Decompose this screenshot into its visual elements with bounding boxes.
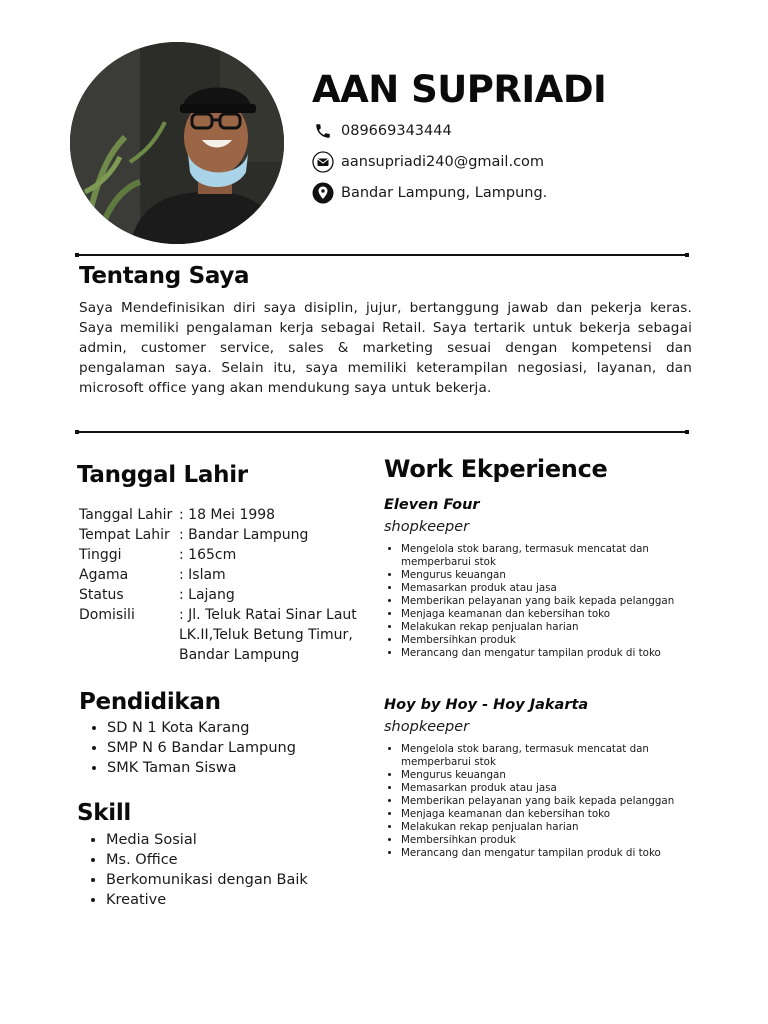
info-label: Tempat Lahir: [79, 527, 170, 543]
info-row: [79, 505, 369, 525]
job-company: Eleven Four: [384, 497, 480, 513]
list-item: • Memasarkan produk atau jasa: [401, 582, 691, 595]
profile-photo: [70, 42, 284, 244]
info-value: : Bandar Lampung: [179, 527, 309, 543]
info-value: : 18 Mei 1998: [179, 507, 276, 523]
location-text: Bandar Lampung, Lampung.: [341, 185, 548, 201]
education-list: [79, 718, 296, 778]
phone-number[interactable]: 089669343444: [341, 123, 452, 139]
list-item: • Media Sosial: [106, 830, 308, 850]
full-name: AAN SUPRIADI: [312, 68, 607, 111]
list-item: • SMK Taman Siswa: [107, 758, 296, 778]
skill-list: [78, 830, 308, 910]
info-row: [79, 545, 369, 565]
section-title-birth: Tanggal Lahir: [77, 462, 248, 488]
info-label: Tanggal Lahir: [79, 507, 173, 523]
info-row: [79, 525, 369, 545]
list-item: • Mengelola stok barang, termasuk mencatat dan memperbarui stok: [401, 543, 691, 569]
list-item: • Memberikan pelayanan yang baik kepada pelanggan: [401, 795, 691, 808]
section-title-about: Tentang Saya: [79, 263, 250, 289]
info-value: : 165cm: [179, 547, 237, 563]
list-item: • Mengelola stok barang, termasuk mencatat dan memperbarui stok: [401, 743, 691, 769]
email-address[interactable]: aansupriadi240@gmail.com: [341, 154, 545, 170]
personal-info: [79, 505, 369, 665]
list-item: • Menjaga keamanan dan kebersihan toko: [401, 608, 691, 621]
list-item: • Kreative: [106, 890, 308, 910]
contact-phone: [312, 119, 452, 143]
list-item: • Merancang dan mengatur tampilan produk di toko: [401, 647, 691, 660]
info-row: [79, 605, 369, 665]
list-item: • Mengurus keuangan: [401, 569, 691, 582]
info-label: Tinggi: [79, 547, 122, 563]
job-duties-list: [384, 743, 691, 860]
list-item: • Merancang dan mengatur tampilan produk di toko: [401, 847, 691, 860]
phone-icon: [312, 120, 334, 142]
list-item: • SMP N 6 Bandar Lampung: [107, 738, 296, 758]
list-item: • SD N 1 Kota Karang: [107, 718, 296, 738]
info-value: : Jl. Teluk Ratai Sinar Laut LK.II,Teluk Betung Timur, Bandar Lampung: [179, 607, 357, 663]
section-title-education: Pendidikan: [79, 689, 221, 715]
envelope-icon: [312, 151, 334, 173]
section-title-work: Work Ekperience: [384, 455, 608, 483]
about-text: Saya Mendefinisikan diri saya disiplin, jujur, bertanggung jawab dan pekerja keras. Saya memiliki pengalaman kerja sebagai Retail. Saya tertarik untuk bekerja sebagai admin, customer service, sales & marketing sesuai dengan kompetensi dan pengalaman saya. Selain itu, saya memiliki keterampilan negosiasi, layanan, dan microsoft office yang akan mendukung saya untuk bekerja.: [79, 300, 692, 396]
info-label: Agama: [79, 567, 129, 583]
info-row: [79, 585, 369, 605]
list-item: • Mengurus keuangan: [401, 769, 691, 782]
job-company: Hoy by Hoy - Hoy Jakarta: [384, 697, 589, 713]
info-label: Domisili: [79, 607, 135, 623]
map-pin-icon: [312, 182, 334, 204]
list-item: • Membersihkan produk: [401, 634, 691, 647]
info-label: Status: [79, 587, 124, 603]
job-role: shopkeeper: [384, 519, 470, 535]
list-item: • Membersihkan produk: [401, 834, 691, 847]
list-item: • Menjaga keamanan dan kebersihan toko: [401, 808, 691, 821]
list-item: • Melakukan rekap penjualan harian: [401, 821, 691, 834]
list-item: • Memasarkan produk atau jasa: [401, 782, 691, 795]
job-role: shopkeeper: [384, 719, 470, 735]
info-value: : Lajang: [179, 587, 235, 603]
contact-email: [312, 150, 544, 174]
list-item: • Memberikan pelayanan yang baik kepada pelanggan: [401, 595, 691, 608]
info-value: : Islam: [179, 567, 226, 583]
list-item: • Melakukan rekap penjualan harian: [401, 621, 691, 634]
contact-location: [312, 181, 547, 205]
list-item: • Ms. Office: [106, 850, 308, 870]
divider-top: [76, 254, 688, 256]
info-row: [79, 565, 369, 585]
list-item: • Berkomunikasi dengan Baik: [106, 870, 308, 890]
job-duties-list: [384, 543, 691, 660]
section-title-skill: Skill: [77, 800, 132, 826]
divider-bottom: [76, 431, 688, 433]
